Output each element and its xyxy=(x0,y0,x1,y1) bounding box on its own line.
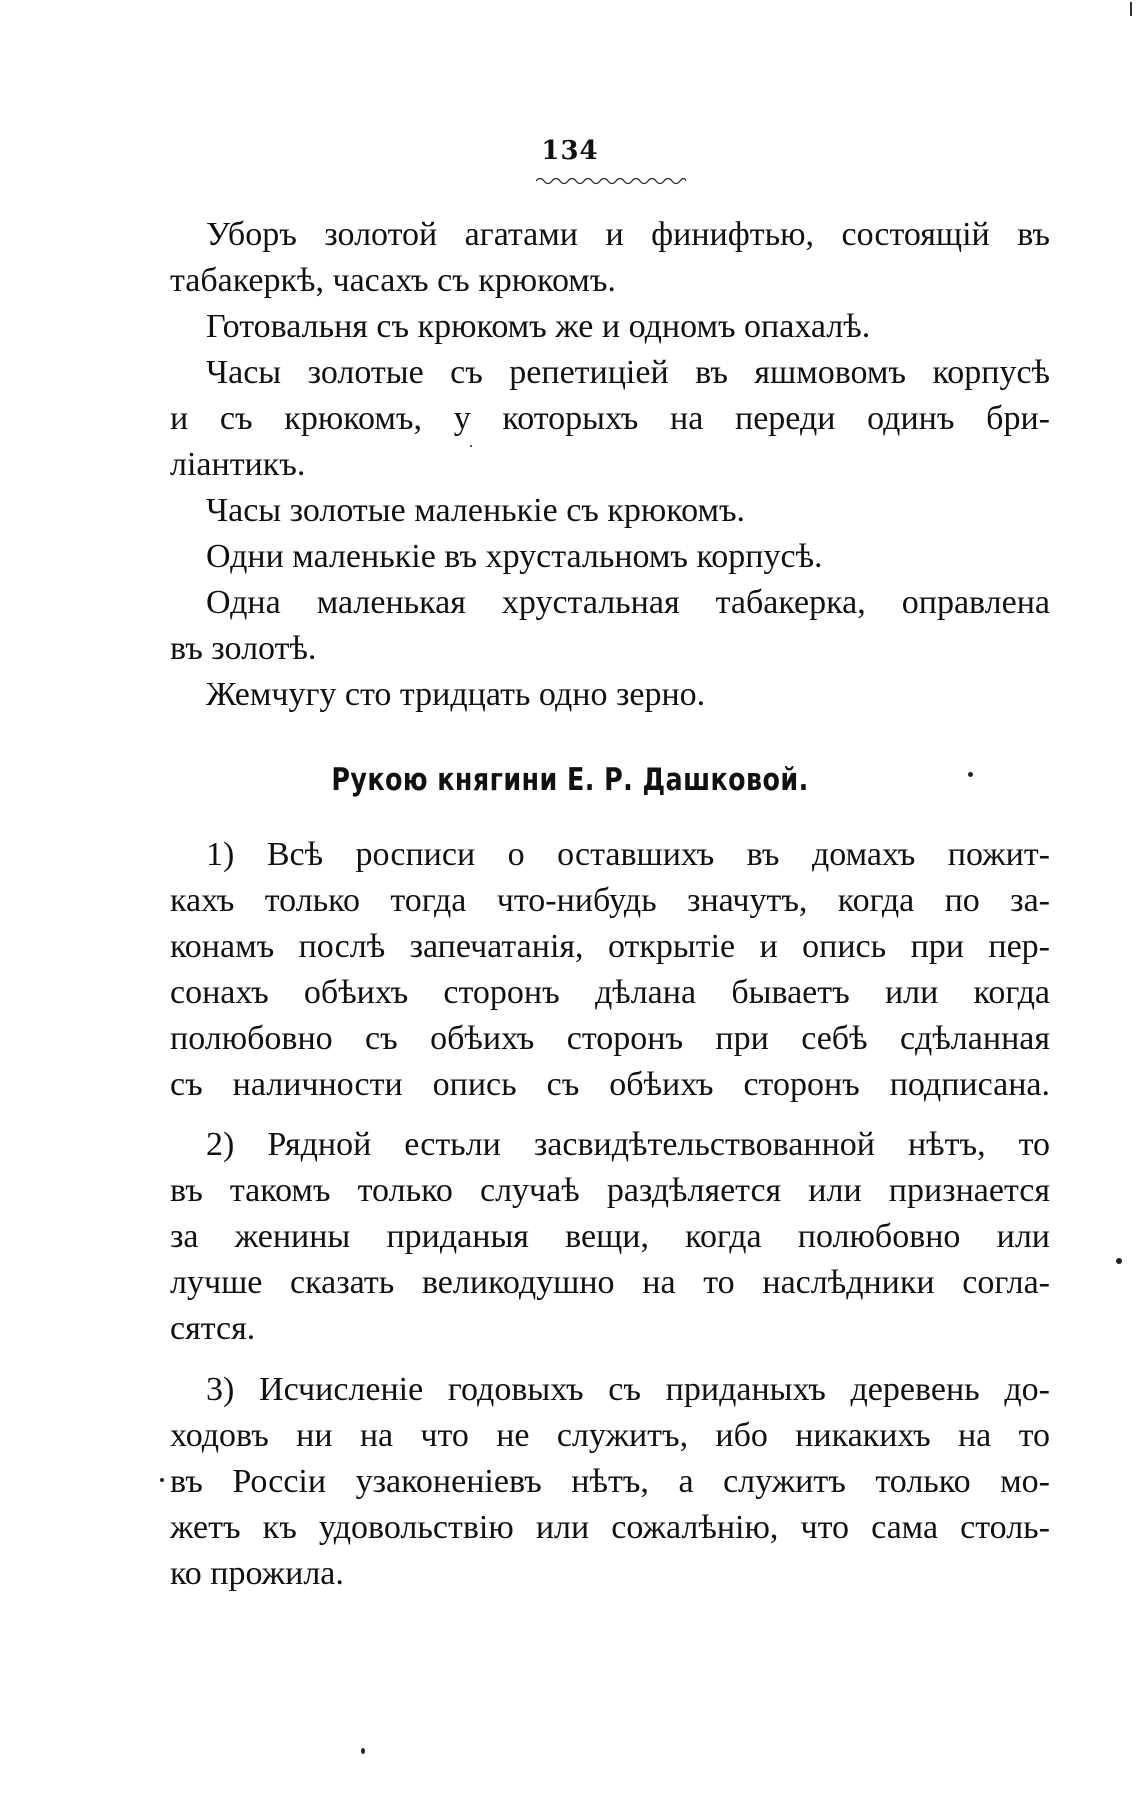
paragraph-line: 1) Всѣ росписи о оставшихъ въ домахъ пожит- xyxy=(206,836,1050,873)
paragraph-1 xyxy=(170,832,1050,1108)
paragraph-line: конамъ послѣ запечатанія, открытіе и опись при пер- xyxy=(170,928,1050,965)
paragraph-2 xyxy=(170,1122,1050,1352)
paragraph-line: ходовъ ни на что не служитъ, ибо никакихъ на то xyxy=(170,1417,1050,1454)
ink-speck xyxy=(361,1748,365,1754)
paragraph-line: жетъ къ удовольствію или сожалѣнію, что сама столь- xyxy=(170,1509,1050,1546)
inventory-list xyxy=(170,212,1050,718)
inventory-line: Часы золотые маленькіе съ крюкомъ. xyxy=(206,492,746,529)
inventory-line: и съ крюкомъ, у которыхъ на переди одинъ бри- xyxy=(170,400,1050,437)
paragraph-line: полюбовно съ обѣихъ сторонъ при себѣ сдѣланная xyxy=(170,1020,1050,1057)
paragraph-line: кахъ только тогда что-нибудь значутъ, когда по за- xyxy=(170,882,1050,919)
paragraph-line: 2) Рядной естьли засвидѣтельствованной нѣтъ, то xyxy=(206,1126,1050,1163)
ink-speck xyxy=(968,772,973,777)
scan-corner-mark xyxy=(1130,2,1132,16)
paragraph-line: ко прожила. xyxy=(170,1555,344,1592)
page-number: 134 xyxy=(541,136,599,166)
paragraph-line: лучше сказать великодушно на то наслѣдники согла- xyxy=(170,1264,1050,1301)
inventory-line: Жемчугу сто тридцать одно зерно. xyxy=(206,676,706,713)
paragraph-line: сятся. xyxy=(170,1310,256,1347)
paragraph-line: за женины приданыя вещи, когда полюбовно или xyxy=(170,1218,1050,1255)
inventory-line: Одна маленькая хрустальная табакерка, оправлена xyxy=(206,584,1050,621)
inventory-line: Одни маленькіе въ хрустальномъ корпусѣ. xyxy=(206,538,823,575)
inventory-line: табакеркѣ, часахъ съ крюкомъ. xyxy=(170,262,616,299)
inventory-line: Готовальня съ крюкомъ же и одномъ опахалѣ. xyxy=(206,308,871,345)
paragraph-line: въ Россіи узаконеніевъ нѣтъ, а служитъ только мо- xyxy=(170,1463,1050,1500)
ink-speck xyxy=(160,1478,164,1482)
inventory-line: Уборъ золотой агатами и финифтью, состоящій въ xyxy=(206,216,1050,253)
inventory-line: ліантикъ. xyxy=(170,446,306,483)
ink-speck xyxy=(470,445,472,447)
paragraph-line: въ такомъ только случаѣ раздѣляется или признается xyxy=(170,1172,1050,1209)
paragraph-line: сонахъ обѣихъ сторонъ дѣлана бываетъ или когда xyxy=(170,974,1050,1011)
section-heading: Рукою княгини Е. Р. Дашковой. xyxy=(331,762,809,798)
inventory-line: Часы золотые съ репетиціей въ яшмовомъ корпусѣ xyxy=(206,354,1050,391)
paragraph-line: съ наличности опись съ обѣихъ сторонъ подписана. xyxy=(170,1066,1050,1103)
paragraph-line: 3) Исчисленіе годовыхъ съ приданыхъ деревень до- xyxy=(206,1371,1050,1408)
wavy-ornament-divider xyxy=(536,176,686,186)
inventory-line: въ золотѣ. xyxy=(170,630,317,667)
ink-speck xyxy=(1116,1258,1122,1264)
paragraph-3 xyxy=(170,1367,1050,1597)
